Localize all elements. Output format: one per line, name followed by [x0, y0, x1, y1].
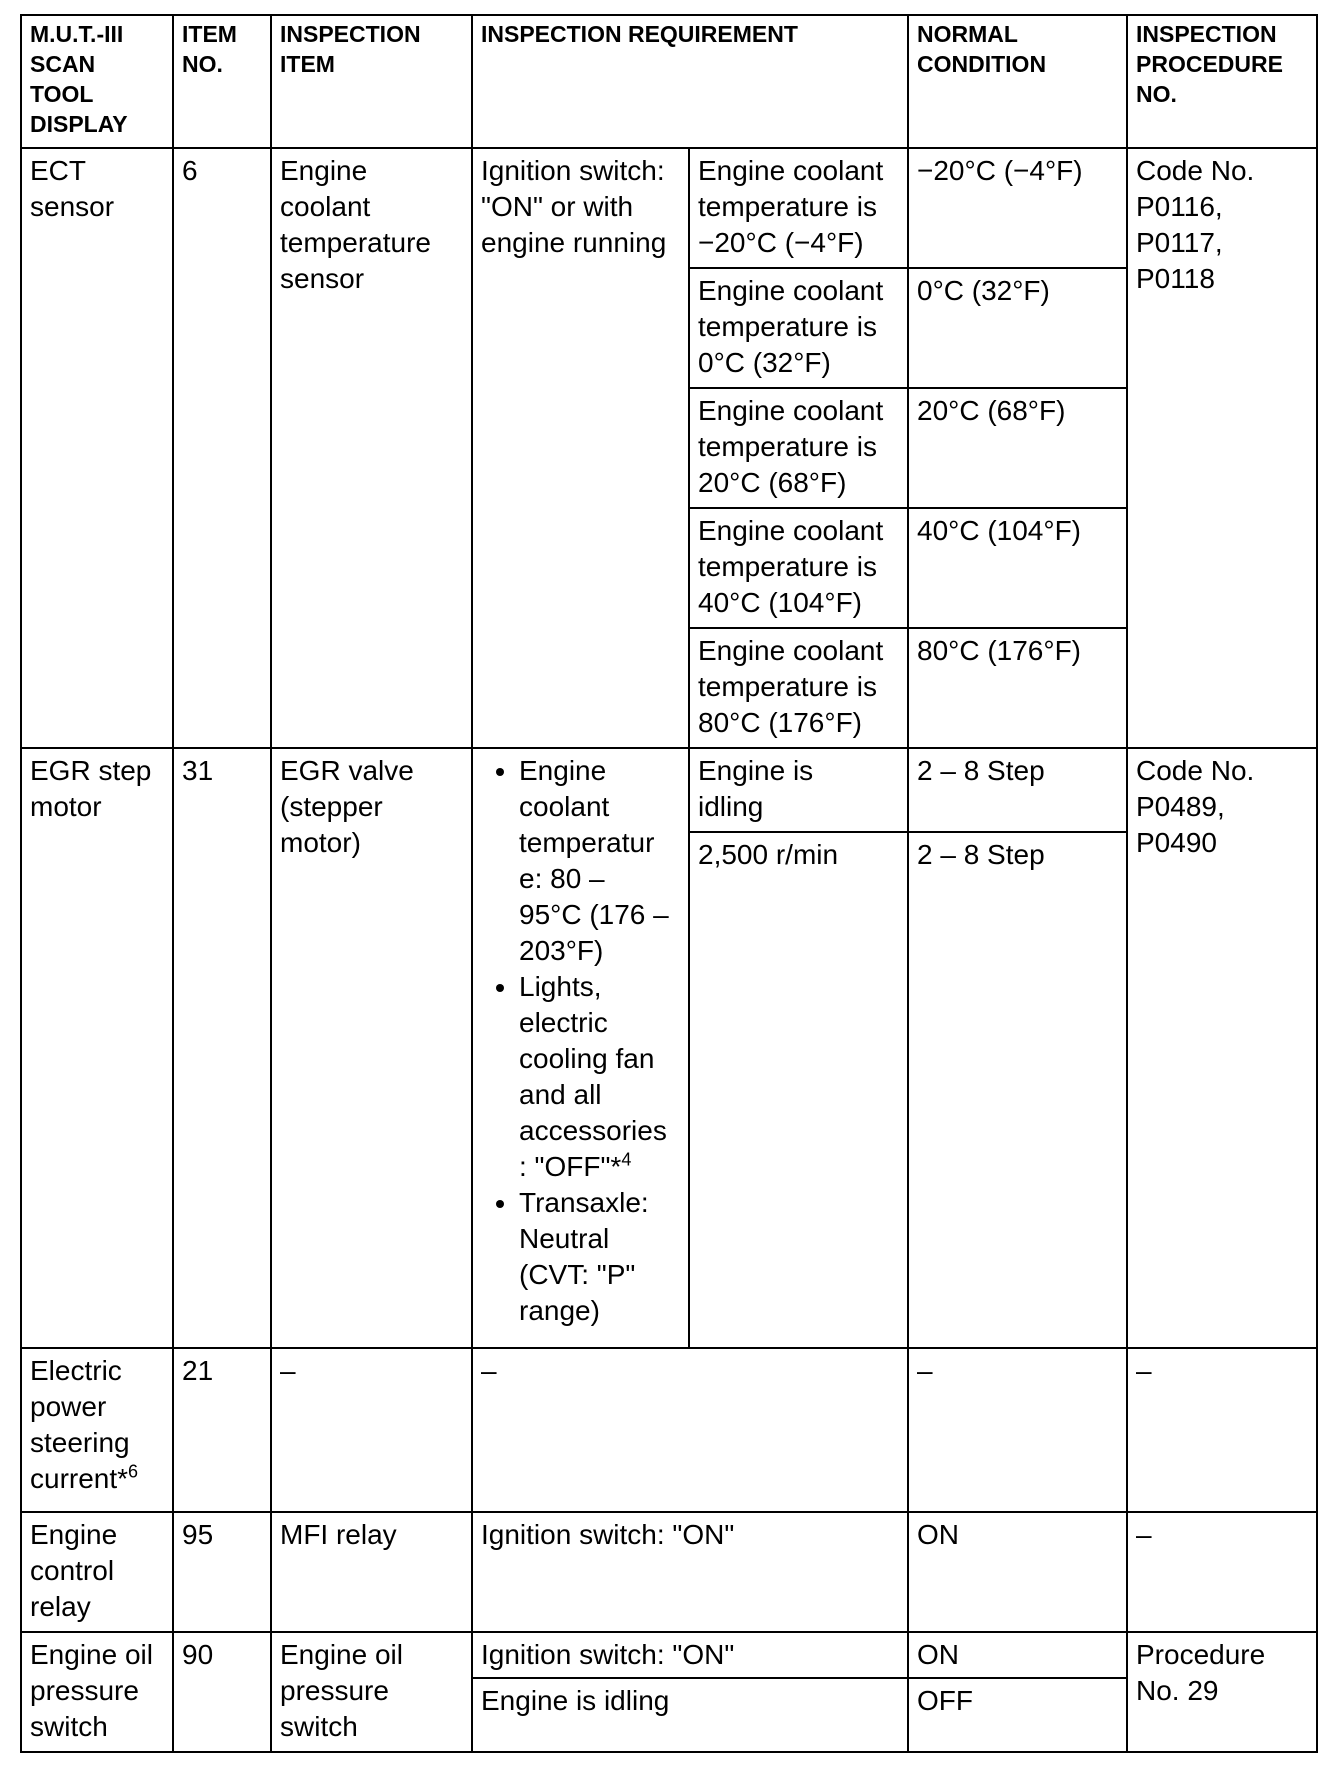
ect-normal-4: 40°C (104°F)	[908, 508, 1127, 628]
table-row	[21, 748, 1317, 832]
table-row	[21, 1512, 1317, 1632]
oil-procedure: Procedure No. 29	[1127, 1632, 1317, 1752]
egr-bullet-transaxle: • Transaxle: Neutral (CVT: "P" range)	[519, 1185, 680, 1329]
relay-display: Engine control relay	[21, 1512, 173, 1632]
ect-display: ECT sensor	[21, 148, 173, 748]
ect-normal-1: −20°C (−4°F)	[908, 148, 1127, 268]
ect-item-no: 6	[173, 148, 271, 748]
oil-requirement-1: Ignition switch: "ON"	[472, 1632, 908, 1678]
egr-item-no: 31	[173, 748, 271, 1348]
ect-condition-5: Engine coolant temperature is 80°C (176°F)	[689, 628, 908, 748]
ect-condition-4: Engine coolant temperature is 40°C (104°F)	[689, 508, 908, 628]
table-row	[21, 148, 1317, 268]
oil-normal-2: OFF	[908, 1678, 1127, 1752]
oil-normal-1: ON	[908, 1632, 1127, 1678]
header-scan-tool-display: M.U.T.-III SCAN TOOL DISPLAY	[21, 15, 173, 148]
egr-requirement	[472, 748, 689, 1348]
ect-condition-3: Engine coolant temperature is 20°C (68°F)	[689, 388, 908, 508]
egr-requirement-list	[481, 753, 680, 1329]
egr-bullet-lights-text: Lights, electric cooling fan and all accessories : "OFF"*	[519, 971, 667, 1182]
relay-procedure: –	[1127, 1512, 1317, 1632]
header-row	[21, 15, 1317, 148]
eps-normal: –	[908, 1348, 1127, 1512]
egr-condition-1: Engine is idling	[689, 748, 908, 832]
relay-item-no: 95	[173, 1512, 271, 1632]
table-row	[21, 1632, 1317, 1678]
eps-item-no: 21	[173, 1348, 271, 1512]
eps-display-text: Electric power steering current*	[30, 1355, 130, 1494]
oil-item-no: 90	[173, 1632, 271, 1752]
ect-procedure: Code No. P0116, P0117, P0118	[1127, 148, 1317, 748]
header-inspection-item: INSPECTION ITEM	[271, 15, 472, 148]
header-procedure-no: INSPECTION PROCEDURE NO.	[1127, 15, 1317, 148]
eps-requirement: –	[472, 1348, 908, 1512]
egr-inspection-item: EGR valve (stepper motor)	[271, 748, 472, 1348]
ect-requirement: Ignition switch: "ON" or with engine running	[472, 148, 689, 748]
egr-normal-2: 2 – 8 Step	[908, 832, 1127, 1348]
egr-bullet-coolant: • Engine coolant temperatur e: 80 – 95°C (176 – 203°F)	[519, 753, 680, 969]
eps-footnote-6: 6	[128, 1461, 139, 1482]
egr-footnote-4: 4	[621, 1149, 632, 1170]
header-normal-condition: NORMAL CONDITION	[908, 15, 1127, 148]
ect-normal-2: 0°C (32°F)	[908, 268, 1127, 388]
relay-normal: ON	[908, 1512, 1127, 1632]
relay-inspection-item: MFI relay	[271, 1512, 472, 1632]
ect-condition-1: Engine coolant temperature is −20°C (−4°F)	[689, 148, 908, 268]
eps-inspection-item: –	[271, 1348, 472, 1512]
oil-display: Engine oil pressure switch	[21, 1632, 173, 1752]
ect-normal-3: 20°C (68°F)	[908, 388, 1127, 508]
eps-display	[21, 1348, 173, 1512]
inspection-table	[20, 14, 1318, 1753]
egr-bullet-lights	[519, 969, 680, 1185]
ect-normal-5: 80°C (176°F)	[908, 628, 1127, 748]
oil-requirement-2: Engine is idling	[472, 1678, 908, 1752]
egr-procedure: Code No. P0489, P0490	[1127, 748, 1317, 1348]
relay-requirement: Ignition switch: "ON"	[472, 1512, 908, 1632]
table-row	[21, 1348, 1317, 1512]
egr-display: EGR step motor	[21, 748, 173, 1348]
oil-inspection-item: Engine oil pressure switch	[271, 1632, 472, 1752]
header-inspection-requirement: INSPECTION REQUIREMENT	[472, 15, 908, 148]
header-item-no: ITEM NO.	[173, 15, 271, 148]
egr-normal-1: 2 – 8 Step	[908, 748, 1127, 832]
egr-condition-2: 2,500 r/min	[689, 832, 908, 1348]
eps-procedure: –	[1127, 1348, 1317, 1512]
ect-inspection-item: Engine coolant temperature sensor	[271, 148, 472, 748]
ect-condition-2: Engine coolant temperature is 0°C (32°F)	[689, 268, 908, 388]
